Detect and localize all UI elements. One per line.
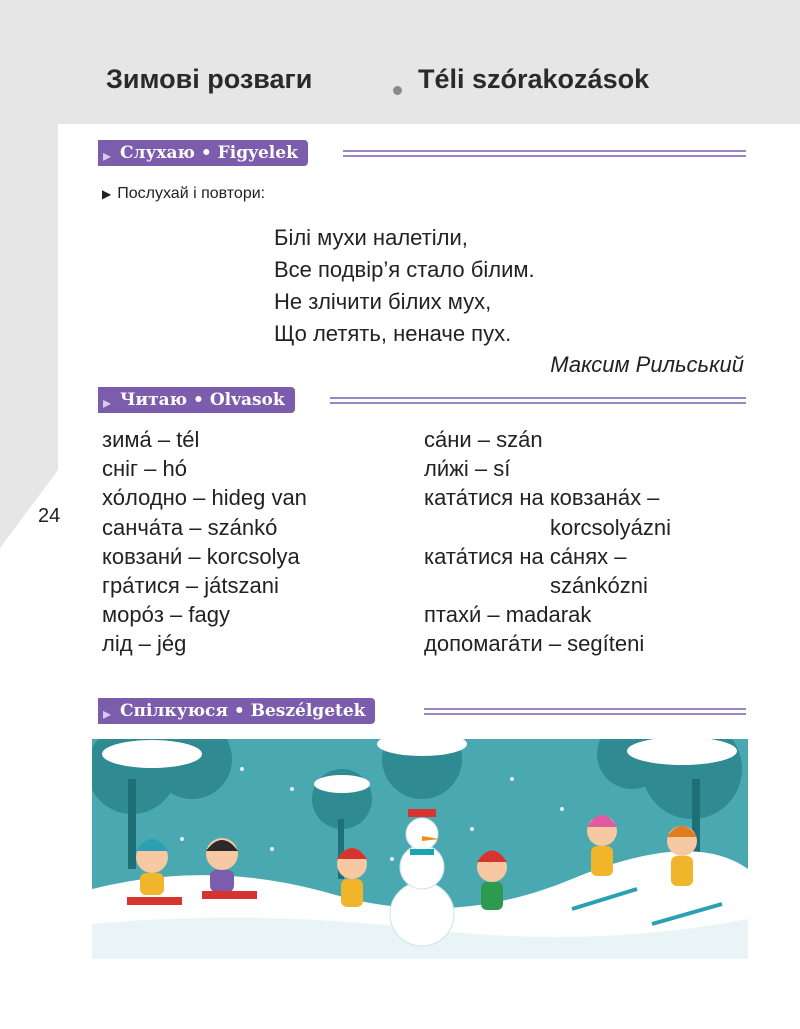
section-listen-label: Слухаю • Figyelek [120, 143, 298, 163]
section-read-header [98, 387, 746, 413]
vocab-item: моро́з – fagy [102, 602, 230, 628]
vocab-item: сніг – hó [102, 456, 187, 482]
section-talk-header [98, 698, 746, 724]
section-divider-line [330, 397, 746, 404]
vocab-item: са́ни – szán [424, 427, 543, 452]
vocabulary-left-column [102, 425, 307, 659]
section-talk-label: Спілкуюся • Beszélgetek [120, 701, 366, 721]
section-talk-tab [98, 698, 375, 724]
winter-fun-illustration [92, 739, 748, 959]
section-listen-header [98, 140, 746, 166]
vocab-item: лід – jég [102, 631, 187, 657]
poem-line: Все подвір’я стало білим. [274, 257, 535, 282]
vocab-item: ли́жі – sí [424, 456, 511, 482]
poem-line: Що летять, неначе пух. [274, 321, 512, 346]
vocab-item: птахи́ – madarak [424, 602, 592, 628]
vocab-item: допомага́ти – segíteni [424, 631, 645, 657]
bullet-triangle-icon: ▶ [102, 187, 112, 201]
poem-author: Максим Рильський [550, 352, 744, 377]
instruction-label: Послухай і повтори: [117, 185, 266, 202]
title-separator-dot [393, 86, 402, 95]
section-arrow-icon: ▸ [103, 393, 112, 412]
section-read-label: Читаю • Olvasok [120, 390, 285, 410]
section-arrow-icon: ▸ [103, 146, 112, 165]
vocab-item-continuation: szánkózni [550, 572, 648, 598]
vocab-item-continuation: korcsolyázni [550, 514, 672, 540]
vocab-item: гра́тися – játszani [102, 572, 279, 598]
page-title-ukrainian: Зимові розваги [106, 64, 313, 94]
poem-line: Білі мухи налетіли, [274, 225, 468, 250]
section-divider-line [343, 150, 746, 157]
page-title-hungarian: Téli szórakozások [418, 64, 650, 94]
vocab-item: хо́лодно – hideg van [102, 485, 307, 511]
vocab-item: ковзани́ – korcsolya [102, 543, 300, 569]
page-number: 24 [38, 505, 61, 527]
page-margin-strip [0, 0, 61, 540]
section-listen-tab [98, 140, 308, 166]
vocabulary-right-column [424, 425, 671, 659]
poem [274, 222, 535, 350]
instruction-text [102, 185, 265, 203]
section-divider-line [424, 708, 746, 715]
vocab-item: ката́тися на са́нях – [424, 543, 627, 569]
vocab-item: зима́ – tél [102, 427, 200, 452]
header-band [58, 0, 800, 124]
vocab-item: санча́та – szánkó [102, 514, 278, 540]
section-arrow-icon: ▸ [103, 704, 112, 723]
section-read-tab [98, 387, 295, 413]
poem-line: Не злічити білих мух, [274, 289, 492, 314]
vocab-item: ката́тися на ковзана́х – [424, 485, 660, 511]
